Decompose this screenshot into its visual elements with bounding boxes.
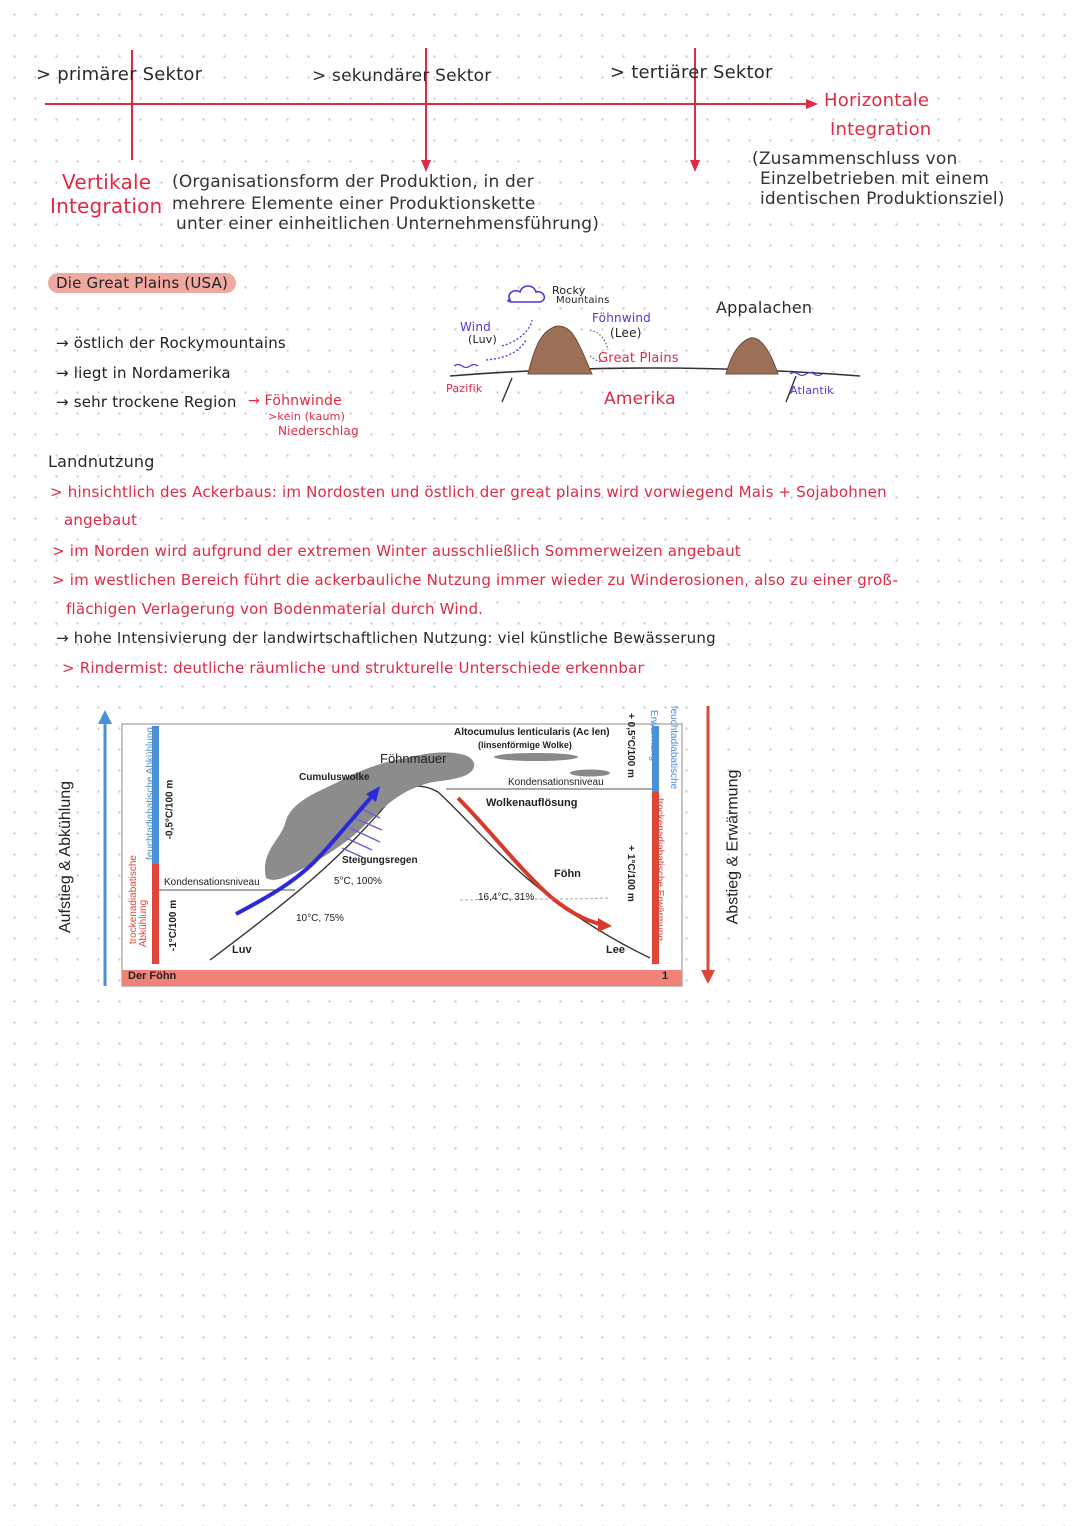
horizontal-integration-desc-3: identischen Produktionsziel) [760, 189, 1005, 209]
right-axis-label: Abstieg & Erwärmung [724, 769, 742, 925]
primary-sector-label: > primärer Sektor [36, 64, 203, 85]
feucht-abk-label: feuchtadiabatische Abkühlung [144, 727, 156, 860]
rate-feucht-right: + 0,5°C/100 m [624, 713, 636, 778]
great-plains-bullet-3: → sehr trockene Region [56, 393, 237, 411]
sketch-great-plains: Great Plains [598, 351, 679, 366]
rocky-mountain-shape [528, 326, 592, 374]
foehnwinde-label: → Föhnwinde [248, 393, 342, 409]
landnutzung-line-3: > im westlichen Bereich führt die ackerbauliche Nutzung immer wieder zu Winderosionen, also zu einer groß- [52, 571, 898, 589]
sketch-atlantik: Atlantik [790, 384, 834, 397]
sketch-rocky-2: Mountains [556, 295, 610, 306]
diagram-page-number: 1 [662, 970, 669, 982]
diagram-footer-bar [122, 970, 682, 986]
sketch-wind-2: (Luv) [468, 333, 497, 346]
trocken-abk-label-2: Abkühlung [138, 899, 150, 948]
horizontal-integration-title-2: Integration [830, 119, 932, 140]
great-plains-bullet-2: → liegt in Nordamerika [56, 364, 231, 382]
feucht-erw-label-1: feuchtadiabatische [668, 705, 680, 790]
diagram-footer-title: Der Föhn [128, 970, 177, 982]
horizontal-integration-title-1: Horizontale [824, 90, 930, 111]
alto-label-1: Altocumulus lenticularis (Ac len) [454, 727, 610, 738]
left-axis-label: Aufstieg & Abkühlung [57, 780, 75, 934]
landnutzung-line-5: > Rindermist: deutliche räumliche und strukturelle Unterschiede erkennbar [62, 659, 644, 677]
vertical-integration-desc-3: unter einer einheitlichen Unternehmensführung) [176, 214, 600, 234]
luv-label: Luv [232, 944, 252, 956]
sketch-foehnwind-2: (Lee) [610, 326, 642, 340]
temp-16-label: 16,4°C, 31% [478, 892, 535, 903]
foehnmauer-label: Föhnmauer [380, 751, 447, 766]
landnutzung-line-2: > im Norden wird aufgrund der extremen Winter ausschließlich Sommerweizen angebaut [52, 542, 741, 560]
foehnwinde-note-2: Niederschlag [278, 424, 359, 438]
kondens-right-label: Kondensationsniveau [508, 777, 604, 788]
foehnwinde-note-1: >kein (kaum) [268, 410, 346, 423]
appalachen-shape [726, 338, 778, 374]
lenticular-cloud-1 [494, 753, 578, 761]
trocken-erw-label: trockenadiabatische Erwärmung [653, 798, 665, 941]
sketch-pazifik: Pazifik [446, 382, 483, 395]
steigungsregen-label: Steigungsregen [342, 855, 418, 866]
great-plains-bullet-1: → östlich der Rockymountains [56, 334, 286, 352]
wolkenaufl-label: Wolkenauflösung [486, 797, 578, 809]
horizontal-integration-desc-2: Einzelbetrieben mit einem [760, 169, 990, 189]
vertical-integration-title-2: Integration [50, 194, 163, 218]
lenticular-cloud-2 [570, 770, 610, 777]
rate-trocken-left: -1°C/100 m [168, 899, 180, 952]
sketch-rocky-1: Rocky [552, 284, 586, 297]
great-plains-heading-text: Die Great Plains (USA) [48, 273, 236, 293]
vertical-integration-desc-2: mehrere Elemente einer Produktionskette [172, 194, 536, 214]
landnutzung-line-3b: flächigen Verlagerung von Bodenmaterial durch Wind. [66, 600, 484, 618]
great-plains-heading [48, 274, 236, 292]
temp-10-label: 10°C, 75% [296, 913, 344, 924]
trocken-abk-label-1: trockenadiabatische [127, 855, 139, 944]
foehn-label: Föhn [554, 868, 581, 880]
cloud-icon [508, 286, 544, 302]
rate-feucht-left: -0,5°C/100 m [164, 779, 176, 840]
vertical-integration-desc-1: (Organisationsform der Produktion, in der [172, 172, 534, 192]
feucht-erw-label-2: Erwärmung [648, 709, 660, 762]
horizontal-integration-desc-1: (Zusammenschluss von [752, 149, 958, 169]
kondens-left-label: Kondensationsniveau [164, 877, 260, 888]
vertical-integration-title-1: Vertikale [62, 170, 152, 194]
tertiary-sector-label: > tertiärer Sektor [610, 62, 773, 83]
lee-label: Lee [606, 944, 625, 956]
landnutzung-line-1: > hinsichtlich des Ackerbaus: im Nordosten und östlich der great plains wird vorwiegend Mais + Sojabohnen [50, 483, 887, 501]
sketch-appalachen: Appalachen [716, 298, 813, 317]
landnutzung-line-1b: angebaut [64, 511, 138, 529]
foehn-diagram [60, 700, 740, 992]
secondary-sector-label: > sekundärer Sektor [312, 66, 492, 86]
alto-label-2: (linsenförmige Wolke) [478, 740, 572, 750]
landnutzung-line-4: → hohe Intensivierung der landwirtschaftlichen Nutzung: viel künstliche Bewässerung [56, 629, 716, 647]
sketch-foehnwind-1: Föhnwind [592, 311, 651, 325]
sketch-wind-1: Wind [460, 320, 491, 334]
sketch-amerika: Amerika [604, 389, 676, 409]
temp-5-label: 5°C, 100% [334, 876, 382, 887]
rate-trocken-right: + 1°C/100 m [624, 845, 636, 902]
cumulus-label: Cumuluswolke [299, 772, 370, 783]
landnutzung-heading: Landnutzung [48, 452, 155, 471]
